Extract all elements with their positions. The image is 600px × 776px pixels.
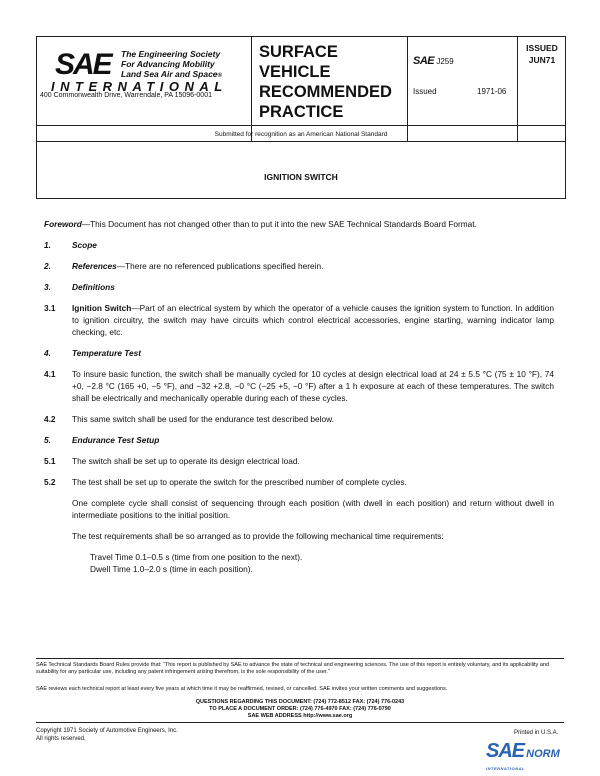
section-3: 3. Definitions xyxy=(44,282,115,292)
section-5: 5. Endurance Test Setup xyxy=(44,435,160,445)
issued-label: Issued xyxy=(413,87,437,96)
section-5-2-cycle: One complete cycle shall consist of sequencing through each position (with dwell in each position) and return without dwell in intermediate positions to the initial position. xyxy=(72,498,554,520)
footer-web: SAE WEB ADDRESS http://www.sae.org xyxy=(247,713,353,719)
submitted-note: Submitted for recognition as an American National Standard xyxy=(214,131,388,138)
footer-divider xyxy=(36,722,564,723)
title-box xyxy=(36,140,566,199)
section-4-1: 4.1 To insure basic function, the switch shall be manually cycled for 10 cycles at design electrical load at 24 ± 5.5 °C (75 ± 10 °F), 74 +0, −2.8 °C (165 +0, −5 °F), and −32 +2.8, −0 °C (−25 +5, −0 °F) after a 1 h exposure at each of these temperatures. The switch shall be electrically and mechanically operable during each of these cycles. xyxy=(44,369,554,403)
document-type: SURFACE VEHICLE RECOMMENDED PRACTICE xyxy=(259,43,392,121)
footer-review: SAE reviews each technical report at least every five years at which time it may be reaffirmed, revised, or cancelled. SAE invites your written comments and suggestions. xyxy=(36,686,448,692)
footer-order: TO PLACE A DOCUMENT ORDER: (724) 776-4970 FAX: (724) 776-0790 xyxy=(209,706,391,712)
copyright: Copyright 1971 Society of Automotive Engineers, Inc. All rights reserved. xyxy=(36,728,178,742)
section-1: 1. Scope xyxy=(44,240,97,250)
issued-date: 1971-06 xyxy=(477,87,507,96)
section-4-2: 4.2 This same switch shall be used for the endurance test described below. xyxy=(44,414,334,424)
sae-norm-watermark: SAE NORM INTERNATIONAL xyxy=(486,740,560,771)
travel-time: Travel Time 0.1–0.5 s (time from one position to the next). xyxy=(90,552,303,562)
sae-tagline: The Engineering Society For Advancing Mobility Land Sea Air and Space® xyxy=(121,49,222,79)
section-2: 2. References—There are no referenced publications specified herein. xyxy=(44,261,324,271)
section-5-1: 5.1 The switch shall be set up to operate its design electrical load. xyxy=(44,456,300,466)
document-number: SAE J259 xyxy=(413,55,454,67)
document-title: IGNITION SWITCH xyxy=(264,172,338,182)
foreword: Foreword—This Document has not changed other than to put it into the new SAE Technical Standards Board Format. xyxy=(44,219,477,229)
section-5-2-requirements: The test requirements shall be so arranged as to provide the following mechanical time requirements: xyxy=(72,531,444,541)
header-divider xyxy=(37,125,565,126)
printed-in: Printed in U.S.A. xyxy=(514,730,559,736)
document-body xyxy=(44,218,554,575)
sae-address: 400 Commonwealth Drive, Warrendale, PA 15096-0001 xyxy=(40,92,212,99)
sae-international: INTERNATIONAL xyxy=(51,79,228,94)
footer-questions: QUESTIONS REGARDING THIS DOCUMENT: (724) 772-8512 FAX: (724) 776-0243 xyxy=(195,699,405,705)
section-3-1: 3.1 Ignition Switch—Part of an electrical system by which the operator of a vehicle causes the ignition system to function. In addition to ignition circuitry, the switch may have circuits which control electrical accessories, engine starting, warning indicator lamp checking, etc. xyxy=(44,303,555,337)
issued-box: ISSUED JUN71 xyxy=(526,43,558,65)
footer-divider xyxy=(36,658,564,659)
section-5-2: 5.2 The test shall be set up to operate the switch for the prescribed number of complete cycles. xyxy=(44,477,407,487)
sae-logo: SAE xyxy=(55,48,111,81)
footer-policy: SAE Technical Standards Board Rules provide that: “This report is published by SAE to advance the state of technical and engineering sciences. The use of this report is entirely voluntary, and its applicability and suitability for any particular use, including any patent infringement arising therefrom, is the sole responsibility of the user.” xyxy=(36,662,550,675)
document-header xyxy=(36,36,566,142)
section-4: 4. Temperature Test xyxy=(44,348,142,358)
dwell-time: Dwell Time 1.0–2.0 s (time in each position). xyxy=(90,564,253,574)
